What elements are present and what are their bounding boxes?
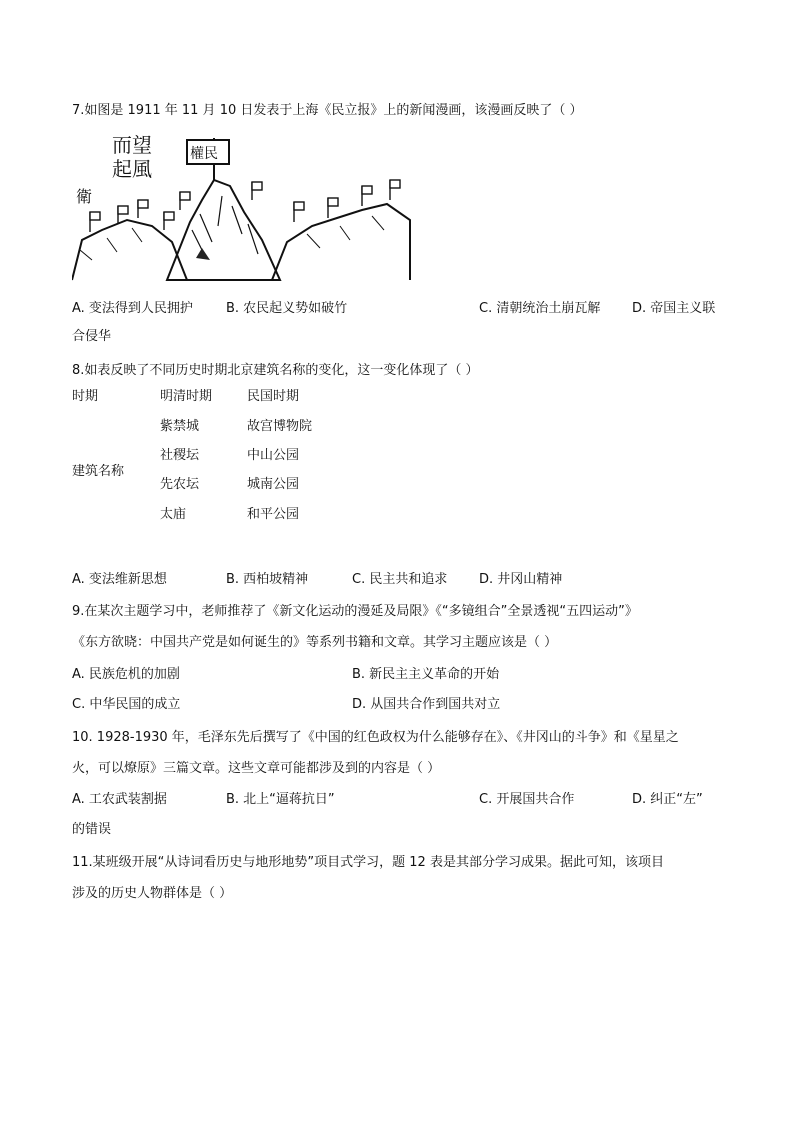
- q8-option-c[interactable]: C. 民主共和追求: [352, 572, 448, 587]
- cartoon-caption-bottom: 起風: [112, 157, 152, 181]
- cartoon-signature: 衛: [76, 187, 93, 206]
- q7-option-b[interactable]: B. 农民起义势如破竹: [226, 301, 348, 316]
- cartoon-flag-label: 權民: [190, 146, 218, 162]
- news-cartoon: [72, 130, 412, 284]
- question-9-stem-line1: 9.在某次主题学习中，老师推荐了《新文化运动的漫延及局限》《“多镜组合”全景透视“五四运动”》: [72, 604, 638, 619]
- question-9-stem-line2: 《东方欲晓：中国共产党是如何诞生的》等系列书籍和文章。其学习主题应该是（ ）: [72, 635, 558, 650]
- question-7-stem: 7.如图是 1911 年 11 月 10 日发表于上海《民立报》上的新闻漫画，该漫画反映了（ ）: [72, 103, 583, 118]
- table-header-period: 时期: [72, 389, 99, 404]
- q10-option-b[interactable]: B. 北上“逼蒋抗日”: [226, 792, 335, 807]
- q7-option-d[interactable]: D. 帝国主义联: [632, 301, 716, 316]
- table-header-ming-qing: 明清时期: [160, 389, 213, 404]
- q7-option-a[interactable]: A. 变法得到人民拥护: [72, 301, 193, 316]
- q9-option-a[interactable]: A. 民族危机的加剧: [72, 667, 180, 682]
- table-cell: 紫禁城: [160, 419, 200, 434]
- table-cell: 先农坛: [160, 477, 200, 492]
- q8-option-b[interactable]: B. 西柏坡精神: [226, 572, 309, 587]
- q9-option-c[interactable]: C. 中华民国的成立: [72, 697, 181, 712]
- q8-option-d[interactable]: D. 井冈山精神: [479, 572, 563, 587]
- q9-option-b[interactable]: B. 新民主主义革命的开始: [352, 667, 500, 682]
- question-8-stem: 8.如表反映了不同历史时期北京建筑名称的变化，这一变化体现了（ ）: [72, 363, 479, 378]
- q7-option-d-wrap: 合侵华: [72, 329, 112, 344]
- question-11-stem-line2: 涉及的历史人物群体是（ ）: [72, 886, 233, 901]
- q7-option-c[interactable]: C. 清朝统治土崩瓦解: [479, 301, 601, 316]
- table-row-label: 建筑名称: [72, 464, 125, 479]
- q10-option-a[interactable]: A. 工农武装割据: [72, 792, 167, 807]
- table-cell: 中山公园: [247, 448, 300, 463]
- question-11-stem-line1: 11.某班级开展“从诗词看历史与地形地势”项目式学习，题 12 表是其部分学习成果。据此可知，该项目: [72, 855, 664, 870]
- q10-option-d-wrap: 的错误: [72, 822, 112, 837]
- q10-option-c[interactable]: C. 开展国共合作: [479, 792, 575, 807]
- table-cell: 社稷坛: [160, 448, 200, 463]
- table-header-minguo: 民国时期: [247, 389, 300, 404]
- table-cell: 太庙: [160, 507, 187, 522]
- question-10-stem-line2: 火，可以燎原》三篇文章。这些文章可能都涉及到的内容是（ ）: [72, 761, 441, 776]
- q10-option-d[interactable]: D. 纠正“左”: [632, 792, 703, 807]
- table-cell: 和平公园: [247, 507, 300, 522]
- q8-option-a[interactable]: A. 变法维新思想: [72, 572, 167, 587]
- question-10-stem-line1: 10. 1928-1930 年，毛泽东先后撰写了《中国的红色政权为什么能够存在》、《井冈山的斗争》和《星星之: [72, 730, 679, 745]
- q9-option-d[interactable]: D. 从国共合作到国共对立: [352, 697, 501, 712]
- table-cell: 故宫博物院: [247, 419, 313, 434]
- table-cell: 城南公园: [247, 477, 300, 492]
- cartoon-caption-top: 而望: [112, 133, 152, 157]
